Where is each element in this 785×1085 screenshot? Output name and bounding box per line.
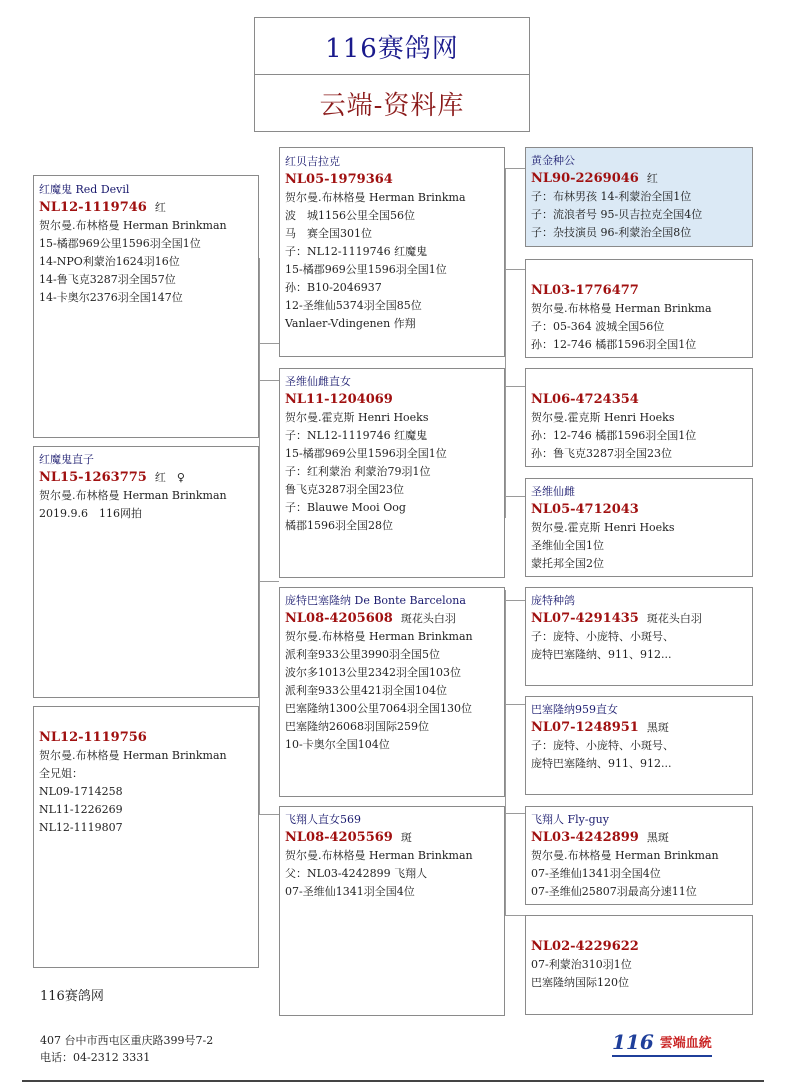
dam-card [279, 368, 505, 578]
ring-number: NL12-1119756 [39, 730, 147, 745]
sire-card [279, 147, 505, 357]
info-line: 贺尔曼.布林格曼 Herman Brinkman [39, 219, 227, 232]
info-line: 14-卡奥尔2376羽全国147位 [39, 291, 183, 304]
info-line: 孙：B10-2046937 [285, 281, 382, 294]
info-line: 15-橘郡969公里1596羽全国1位 [285, 447, 447, 460]
color-label: 红 [154, 201, 166, 214]
ring-number: NL15-1263775 红 ♀ [39, 470, 185, 485]
info-line: 贺尔曼.布林格曼 Herman Brinkman [39, 489, 227, 502]
info-line: 子：Blauwe Mooi Oog [285, 501, 406, 514]
ring-number: NL02-4229622 [531, 939, 639, 954]
info-line: 派利奎933公里3990羽全国5位 [285, 648, 440, 661]
color-label: 黑斑 [646, 831, 669, 844]
info-line: 子：庞特、小庞特、小斑号、 [531, 630, 674, 643]
connector-line [505, 590, 506, 915]
ring-number: NL03-4242899 黑斑 [531, 830, 669, 845]
info-line: 贺尔曼.霍克斯 Henri Hoeks [531, 411, 675, 424]
logo-text: 雲端血統 [659, 1036, 712, 1051]
subject-card [33, 175, 259, 438]
info-line: 父：NL03-4242899 飞翔人 [285, 867, 428, 880]
connector-line [505, 704, 525, 705]
color-label: 红 [646, 172, 658, 185]
logo-underline [612, 1055, 712, 1057]
great-grandsire-card [525, 587, 753, 686]
connector-line [505, 386, 525, 387]
great-granddam-card [525, 478, 753, 577]
info-line: 14-NPO利蒙治1624羽16位 [39, 255, 180, 268]
info-line: 巴塞隆纳国际120位 [531, 976, 629, 989]
connector-line [259, 704, 260, 814]
info-line: 07-圣维仙25807羽最高分速11位 [531, 885, 697, 898]
bird-name: 庞特巴塞隆纳 De Bonte Barcelona [285, 594, 466, 607]
info-line: 全兄姐： [39, 767, 83, 780]
info-line: 贺尔曼.霍克斯 Henri Hoeks [531, 521, 675, 534]
info-line: 贺尔曼.布林格曼 Herman Brinkman [285, 630, 473, 643]
info-line: 孙：鲁飞克3287羽全国23位 [531, 447, 672, 460]
database-subtitle: 云端-资料库 [319, 90, 465, 121]
info-line: 贺尔曼.布林格曼 Herman Brinkman [285, 849, 473, 862]
footer-site-name: 116赛鸽网 [40, 989, 104, 1004]
info-line: 子：杂技演员 96-利蒙治全国8位 [531, 226, 692, 239]
bottom-divider [22, 1080, 764, 1082]
bird-name: 圣维仙雌 [531, 485, 575, 498]
ring-number: NL07-1248951 黑斑 [531, 720, 669, 735]
info-line: 橘郡1596羽全国28位 [285, 519, 393, 532]
ring-number: NL11-1204069 [285, 392, 393, 407]
connector-line [505, 813, 525, 814]
info-line: 庞特巴塞隆纳、911、912... [531, 757, 672, 770]
info-line: 07-圣维仙1341羽全国4位 [531, 867, 661, 880]
info-line: 蒙托邦全国2位 [531, 557, 604, 570]
bird-name: 巴塞隆纳959直女 [531, 703, 618, 716]
info-line: 子：NL12-1119746 红魔鬼 [285, 245, 428, 258]
footer-phone: 电话：04-2312 3331 [40, 1051, 151, 1064]
connector-line [259, 258, 260, 704]
info-line: 贺尔曼.布林格曼 Herman Brinkma [531, 302, 712, 315]
info-line: 2019.9.6 116网拍 [39, 507, 142, 520]
info-line: 圣维仙全国1位 [531, 539, 604, 552]
ring-number: NL07-4291435 斑花头白羽 [531, 611, 702, 626]
sire2-card [279, 587, 505, 797]
ring-number: NL03-1776477 [531, 283, 639, 298]
info-line: 巴塞隆纳1300公里7064羽全国130位 [285, 702, 472, 715]
bird-name: 黄金种公 [531, 154, 575, 167]
info-line: 孙：12-746 橘郡1596羽全国1位 [531, 338, 697, 351]
info-line: 子：NL12-1119746 红魔鬼 [285, 429, 428, 442]
brand-logo[interactable] [612, 1030, 712, 1054]
daughter-card [33, 446, 259, 698]
ring-number: NL12-1119746 红 [39, 200, 166, 215]
color-label: 斑花头白羽 [646, 612, 702, 625]
great-granddam-card [525, 259, 753, 358]
connector-line [505, 496, 525, 497]
info-line: 07-圣维仙1341羽全国4位 [285, 885, 415, 898]
great-grandsire-card [525, 368, 753, 467]
connector-line [505, 269, 525, 270]
footer-contact [40, 1032, 213, 1066]
color-label: 斑花头白羽 [400, 612, 456, 625]
great-granddam-card [525, 915, 753, 1015]
info-line: 12-圣维仙5374羽全国85位 [285, 299, 422, 312]
info-line: NL12-1119807 [39, 821, 123, 834]
info-line: 贺尔曼.霍克斯 Henri Hoeks [285, 411, 429, 424]
info-line: 巴塞隆纳26068羽国际259位 [285, 720, 429, 733]
info-line: 鲁飞克3287羽全国23位 [285, 483, 404, 496]
info-line: NL09-1714258 [39, 785, 123, 798]
ring-number: NL05-4712043 [531, 502, 639, 517]
info-line: 波 城1156公里全国56位 [285, 209, 415, 222]
info-line: 14-鲁飞克3287羽全国57位 [39, 273, 176, 286]
ring-number: NL08-4205569 斑 [285, 830, 412, 845]
info-line: 子：布林男孩 14-利蒙治全国1位 [531, 190, 692, 203]
header-box [254, 17, 530, 132]
info-line: Vanlaer-Vdingenen 作翔 [285, 317, 416, 330]
bird-name: 飞翔人直女569 [285, 813, 361, 826]
ring-number: NL06-4724354 [531, 392, 639, 407]
bird-name: 红魔鬼 Red Devil [39, 183, 130, 196]
info-line: 07-利蒙治310羽1位 [531, 958, 632, 971]
dam2-card [279, 806, 505, 1016]
connector-line [505, 915, 525, 916]
info-line: 派利奎933公里421羽全国104位 [285, 684, 447, 697]
ring-number: NL08-4205608 斑花头白羽 [285, 611, 456, 626]
great-grandsire-card [525, 806, 753, 905]
ring-number: NL90-2269046 红 [531, 171, 658, 186]
info-line: 贺尔曼.布林格曼 Herman Brinkma [285, 191, 466, 204]
info-line: NL11-1226269 [39, 803, 123, 816]
bird-name: 红贝吉拉克 [285, 155, 340, 168]
info-line: 贺尔曼.布林格曼 Herman Brinkman [531, 849, 719, 862]
bird-name: 飞翔人 Fly-guy [531, 813, 609, 826]
ring-number: NL05-1979364 [285, 172, 393, 187]
connector-line [505, 168, 506, 518]
info-line: 庞特巴塞隆纳、911、912... [531, 648, 672, 661]
info-line: 子：05-364 波城全国56位 [531, 320, 665, 333]
info-line: 孙：12-746 橘郡1596羽全国1位 [531, 429, 697, 442]
connector-line [259, 581, 279, 582]
connector-line [505, 168, 525, 169]
info-line: 子：流浪者号 95-贝吉拉克全国4位 [531, 208, 703, 221]
bird-name: 圣维仙雌直女 [285, 375, 351, 388]
info-line: 波尔多1013公里2342羽全国103位 [285, 666, 461, 679]
bird-name: 庞特种鸽 [531, 594, 575, 607]
info-line: 贺尔曼.布林格曼 Herman Brinkman [39, 749, 227, 762]
info-line: 15-橘郡969公里1596羽全国1位 [285, 263, 447, 276]
sibling-card [33, 706, 259, 968]
logo-number: 116 [612, 1030, 654, 1054]
footer-address: 407 台中市西屯区重庆路399号7-2 [40, 1034, 214, 1047]
connector-line [505, 600, 525, 601]
info-line: 子：红利蒙治 利蒙治79羽1位 [285, 465, 431, 478]
site-title: 116赛鸽网 [255, 18, 529, 75]
color-sex-label: 红 ♀ [154, 471, 185, 484]
bird-name: 红魔鬼直子 [39, 453, 94, 466]
info-line: 子：庞特、小庞特、小斑号、 [531, 739, 674, 752]
info-line: 10-卡奥尔全国104位 [285, 738, 390, 751]
info-line: 马 赛全国301位 [285, 227, 372, 240]
color-label: 黑斑 [646, 721, 669, 734]
color-label: 斑 [400, 831, 412, 844]
great-granddam-card [525, 696, 753, 795]
connector-line [259, 380, 279, 381]
connector-line [259, 814, 279, 815]
connector-line [259, 343, 279, 344]
info-line: 15-橘郡969公里1596羽全国1位 [39, 237, 201, 250]
great-grandsire-card [525, 147, 753, 247]
